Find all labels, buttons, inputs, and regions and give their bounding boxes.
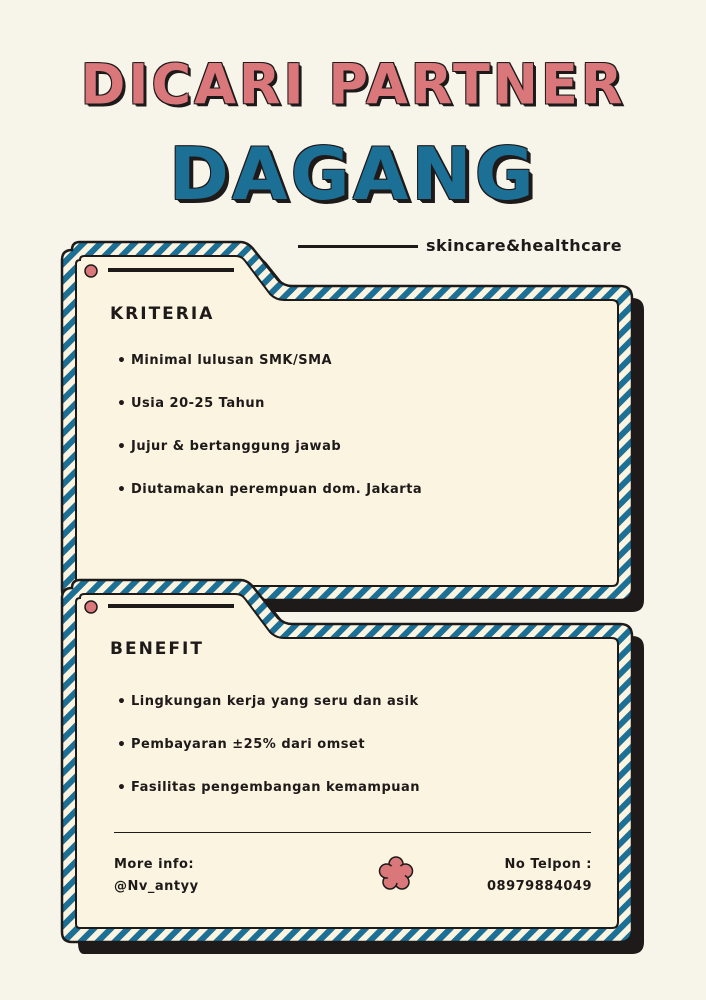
list-item: • Minimal lulusan SMK/SMA (115, 352, 422, 395)
kriteria-list (115, 352, 422, 524)
kriteria-heading: KRITERIA (110, 304, 215, 324)
kriteria-dot-icon (85, 265, 97, 277)
list-item: • Jujur & bertanggung jawab (115, 438, 422, 481)
footer-divider (114, 832, 591, 833)
list-item: • Fasilitas pengembangan kemampuan (115, 779, 420, 822)
benefit-heading: BENEFIT (110, 639, 204, 659)
phone-label: No Telpon : (504, 857, 592, 872)
more-info-handle: @Nv_antyy (114, 879, 199, 894)
more-info (114, 854, 199, 898)
title-line-1: DICARI PARTNER (80, 52, 626, 117)
list-item: • Diutamakan perempuan dom. Jakarta (115, 481, 422, 524)
benefit-dot-icon (85, 601, 97, 613)
title-line-2: DAGANG (169, 132, 537, 216)
tagline: skincare&healthcare (426, 236, 623, 255)
list-item: • Usia 20-25 Tahun (115, 395, 422, 438)
list-item: • Lingkungan kerja yang seru dan asik (115, 693, 420, 736)
list-item: • Pembayaran ±25% dari omset (115, 736, 420, 779)
benefit-list (115, 693, 420, 822)
phone-info (487, 854, 592, 898)
phone-number: 08979884049 (487, 879, 592, 894)
more-info-label: More info: (114, 857, 195, 872)
